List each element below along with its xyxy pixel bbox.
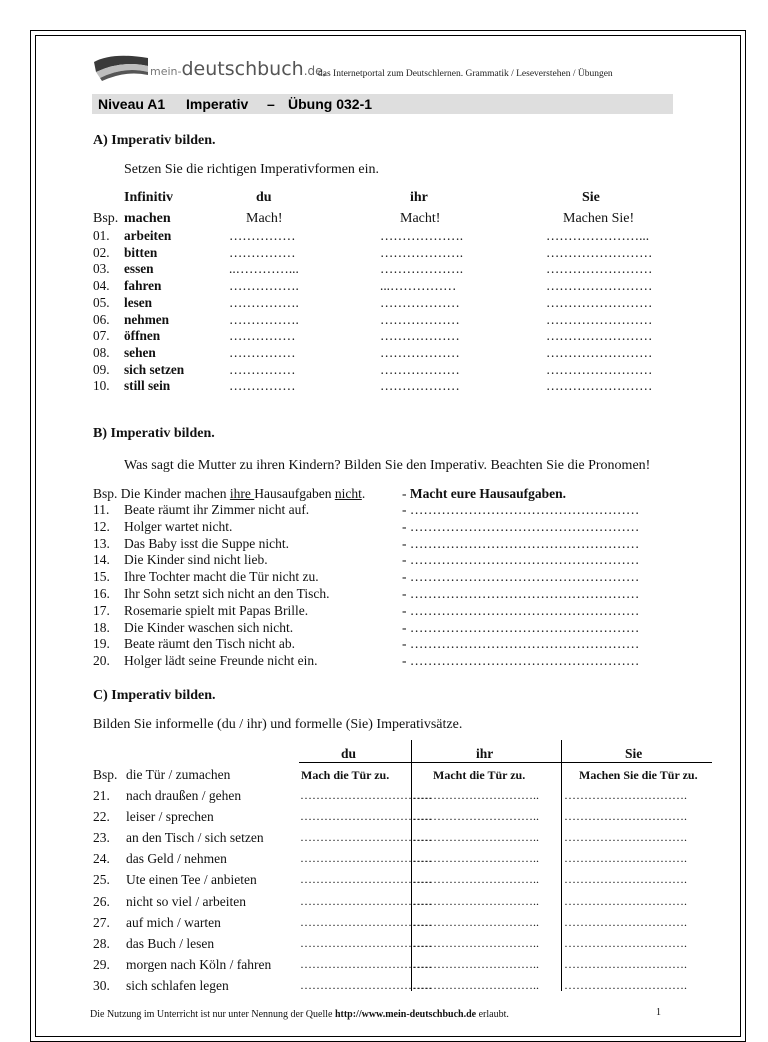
ihr-answer-blank: ………………. [380, 261, 464, 277]
du-answer-blank: …………… [229, 228, 296, 243]
row-phrase: das Geld / nehmen [126, 851, 227, 867]
site-logo-text [150, 58, 326, 80]
du-answer-blank: …………… [229, 361, 296, 377]
c-header-ihr: ihr [476, 746, 494, 761]
du-answer-blank: …………………………… [300, 914, 432, 929]
row-number: 30. [93, 977, 110, 993]
section-c-title: C) Imperativ bilden. [93, 688, 216, 703]
ihr-answer-blank: ………………………….. [413, 851, 539, 866]
ihr-answer-blank: ………………………….. [413, 956, 539, 971]
row-number: 27. [93, 914, 110, 930]
sie-answer-blank: …………………… [546, 294, 653, 310]
row-number: 01. [93, 228, 110, 243]
c-divider-2 [561, 740, 562, 991]
ihr-answer-blank: ………………………….. [413, 914, 539, 929]
footer-url: http://www.mein-deutschbuch.de [334, 1009, 477, 1020]
site-description: das Internetportal zum Deutschlernen. Grammatik / Leseverstehen / Übungen [318, 69, 613, 79]
row-number: 04. [93, 278, 110, 294]
exercise-label: Übung 032-1 [288, 96, 373, 112]
row-number: 02. [93, 244, 110, 260]
ihr-answer-blank: ………………………….. [413, 809, 539, 824]
answer-blank: - …………………………………………… [402, 535, 640, 551]
row-phrase: an den Tisch / sich setzen [126, 830, 264, 846]
row-number: 11. [93, 502, 110, 517]
du-answer-blank: …………………………… [300, 830, 432, 845]
row-number: 06. [93, 311, 110, 327]
row-verb: nehmen [124, 311, 170, 327]
row-phrase: auf mich / warten [126, 914, 221, 930]
row-number: 13. [93, 535, 110, 551]
row-sentence: Rosemarie spielt mit Papas Brille. [124, 602, 309, 618]
row-number: 14. [93, 552, 110, 568]
row-phrase: sich schlafen legen [126, 977, 229, 993]
ihr-answer-blank: ………………. [380, 244, 464, 260]
site-suffix: .de, [303, 64, 327, 78]
section-c-instruction: Bilden Sie informelle (du / ihr) und formelle (Sie) Imperativsätze. [93, 717, 463, 732]
row-number: 28. [93, 935, 110, 951]
footer-suffix: erlaubt. [476, 1009, 509, 1020]
sie-answer-blank: …………………………. [564, 851, 687, 866]
row-sentence: Ihre Tochter macht die Tür nicht zu. [124, 569, 319, 585]
du-answer-blank: …………… [229, 244, 296, 260]
row-verb: bitten [124, 244, 158, 260]
sie-answer-blank: …………………………. [564, 956, 687, 971]
section-b-instruction: Was sagt die Mutter zu ihren Kindern? Bilden Sie den Imperativ. Beachten Sie die Pronomen! [124, 458, 651, 473]
ihr-answer-blank: ...…………… [380, 278, 457, 294]
b-example-part3: . [361, 486, 366, 501]
ihr-answer-blank: ……………… [380, 344, 460, 360]
c-header-rule [299, 762, 712, 763]
ihr-answer-blank: ………………………….. [413, 830, 539, 845]
row-verb: arbeiten [124, 228, 172, 243]
answer-blank: - …………………………………………… [402, 653, 640, 669]
row-number: 21. [93, 788, 110, 803]
b-example-answer: Macht eure Hausaufgaben. [409, 486, 567, 501]
sie-answer-blank: …………………………. [564, 914, 687, 929]
du-answer-blank: …………………………… [300, 788, 432, 802]
sie-answer-blank: …………………… [546, 278, 653, 294]
book-logo-icon [92, 50, 152, 82]
row-phrase: nicht so viel / arbeiten [126, 893, 246, 909]
answer-blank: - …………………………………………… [402, 586, 640, 601]
row-number: 08. [93, 344, 110, 360]
sie-answer-blank: …………………... [546, 228, 650, 243]
du-answer-blank: ……………. [229, 294, 299, 310]
c-header-sie: Sie [625, 746, 643, 761]
site-prefix: mein- [150, 65, 182, 78]
answer-blank: - …………………………………………… [402, 602, 640, 618]
example-number: Bsp. [93, 211, 119, 226]
row-sentence: Die Kinder waschen sich nicht. [124, 619, 294, 635]
ihr-answer-blank: ………………………….. [413, 788, 539, 802]
row-number: 09. [93, 361, 110, 377]
c-example-text: die Tür / zumachen [126, 767, 231, 782]
level-label: Niveau A1 [98, 96, 166, 112]
b-example-answer-prefix: - [402, 486, 410, 501]
c-example-number: Bsp. [93, 767, 118, 782]
row-number: 16. [93, 586, 110, 601]
sie-answer-blank: …………………………. [564, 809, 687, 824]
sie-answer-blank: …………………… [546, 311, 653, 327]
ihr-answer-blank: ……………… [380, 378, 460, 394]
row-verb: essen [124, 261, 154, 277]
level-bar [92, 94, 673, 114]
row-sentence: Ihr Sohn setzt sich nicht an den Tisch. [124, 586, 330, 601]
row-number: 07. [93, 328, 110, 344]
col-header-sie: Sie [582, 190, 600, 205]
b-example-part2: Hausaufgaben [254, 486, 335, 501]
section-a-title: A) Imperativ bilden. [93, 133, 216, 148]
row-phrase: morgen nach Köln / fahren [126, 956, 272, 972]
col-header-ihr: ihr [410, 190, 428, 205]
du-answer-blank: …………………………… [300, 956, 432, 971]
row-number: 26. [93, 893, 110, 909]
ihr-answer-blank: ………………. [380, 228, 464, 243]
answer-blank: - …………………………………………… [402, 518, 640, 534]
site-main: deutschbuch [181, 58, 304, 80]
du-answer-blank: …………………………… [300, 935, 432, 950]
row-verb: fahren [124, 278, 162, 294]
page-number: 1 [656, 1007, 661, 1018]
row-sentence: Holger wartet nicht. [124, 518, 233, 534]
example-du: Mach! [246, 211, 283, 226]
answer-blank: - …………………………………………… [402, 552, 640, 568]
ihr-answer-blank: ………………………….. [413, 893, 539, 908]
answer-blank: - …………………………………………… [402, 636, 640, 652]
sie-answer-blank: …………………… [546, 261, 653, 277]
row-number: 10. [93, 378, 110, 394]
row-verb: sich setzen [124, 361, 185, 377]
b-example-part1: Die Kinder machen [120, 486, 230, 501]
footer-note [90, 1009, 509, 1020]
sie-answer-blank: …………………………. [564, 788, 687, 802]
sie-answer-blank: …………………………. [564, 893, 687, 908]
row-number: 23. [93, 830, 110, 846]
example-sie: Machen Sie! [563, 211, 635, 226]
ihr-answer-blank: ……………… [380, 294, 460, 310]
du-answer-blank: …………… [229, 378, 296, 394]
row-verb: still sein [124, 378, 171, 394]
row-sentence: Beate räumt den Tisch nicht ab. [124, 636, 295, 652]
row-number: 05. [93, 294, 110, 310]
b-example-answer-line [402, 486, 566, 502]
du-answer-blank: …………… [229, 344, 296, 360]
ihr-answer-blank: ………………………….. [413, 977, 539, 992]
answer-blank: - …………………………………………… [402, 502, 640, 517]
row-number: 12. [93, 518, 110, 534]
sie-answer-blank: …………………… [546, 378, 653, 394]
c-example-du: Mach die Tür zu. [301, 768, 390, 782]
du-answer-blank: …………………………… [300, 809, 432, 824]
du-answer-blank: …………………………… [300, 872, 432, 887]
c-example-sie: Machen Sie die Tür zu. [579, 768, 698, 782]
ihr-answer-blank: ……………… [380, 361, 460, 377]
ihr-answer-blank: ……………… [380, 311, 460, 327]
row-verb: sehen [124, 344, 156, 360]
du-answer-blank: …………………………… [300, 977, 432, 992]
row-number: 22. [93, 809, 110, 825]
du-answer-blank: ……………. [229, 311, 299, 327]
answer-blank: - …………………………………………… [402, 619, 640, 635]
row-number: 24. [93, 851, 110, 867]
row-phrase: leiser / sprechen [126, 809, 214, 825]
c-example-ihr: Macht die Tür zu. [433, 768, 526, 782]
b-example-number: Bsp. [93, 486, 118, 501]
sie-answer-blank: …………………………. [564, 935, 687, 950]
row-number: 03. [93, 261, 110, 277]
sie-answer-blank: …………………………. [564, 872, 687, 887]
row-phrase: Ute einen Tee / anbieten [126, 872, 257, 888]
sie-answer-blank: …………………… [546, 344, 653, 360]
b-example-underline1: ihre [229, 486, 255, 501]
ihr-answer-blank: ………………………….. [413, 872, 539, 887]
row-number: 29. [93, 956, 110, 972]
sie-answer-blank: …………………… [546, 328, 653, 344]
sie-answer-blank: …………………………. [564, 830, 687, 845]
du-answer-blank: ……………. [229, 278, 299, 294]
row-number: 20. [93, 653, 110, 669]
example-verb: machen [124, 211, 171, 226]
row-verb: lesen [124, 294, 153, 310]
answer-blank: - …………………………………………… [402, 569, 640, 585]
row-number: 18. [93, 619, 110, 635]
topic-label: Imperativ [186, 96, 249, 112]
row-sentence: Holger lädt seine Freunde nicht ein. [124, 653, 318, 669]
c-header-du: du [341, 746, 357, 761]
section-a-instruction: Setzen Sie die richtigen Imperativformen ein. [124, 162, 380, 177]
title-dash: – [267, 96, 275, 112]
b-example-sentence [93, 486, 365, 502]
du-answer-blank: …………… [229, 328, 296, 344]
row-number: 25. [93, 872, 110, 888]
row-sentence: Das Baby isst die Suppe nicht. [124, 535, 289, 551]
du-answer-blank: …………………………… [300, 851, 432, 866]
row-number: 15. [93, 569, 110, 585]
sie-answer-blank: …………………… [546, 361, 653, 377]
sie-answer-blank: …………………… [546, 244, 653, 260]
row-phrase: das Buch / lesen [126, 935, 215, 951]
row-sentence: Die Kinder sind nicht lieb. [124, 552, 268, 568]
row-phrase: nach draußen / gehen [126, 788, 242, 803]
ihr-answer-blank: ……………… [380, 328, 460, 344]
ihr-answer-blank: ………………………….. [413, 935, 539, 950]
b-example-underline2: nicht [334, 486, 362, 501]
row-number: 17. [93, 602, 110, 618]
row-sentence: Beate räumt ihr Zimmer nicht auf. [124, 502, 310, 517]
section-b-title: B) Imperativ bilden. [93, 426, 215, 441]
footer-prefix: Die Nutzung im Unterricht ist nur unter Nennung der Quelle [90, 1009, 335, 1020]
row-verb: öffnen [124, 328, 161, 344]
sie-answer-blank: …………………………. [564, 977, 687, 992]
du-answer-blank: …………………………… [300, 893, 432, 908]
example-ihr: Macht! [400, 211, 441, 226]
du-answer-blank: ..…………... [229, 261, 299, 277]
row-number: 19. [93, 636, 110, 652]
col-header-infinitiv: Infinitiv [124, 190, 174, 205]
col-header-du: du [256, 190, 272, 205]
